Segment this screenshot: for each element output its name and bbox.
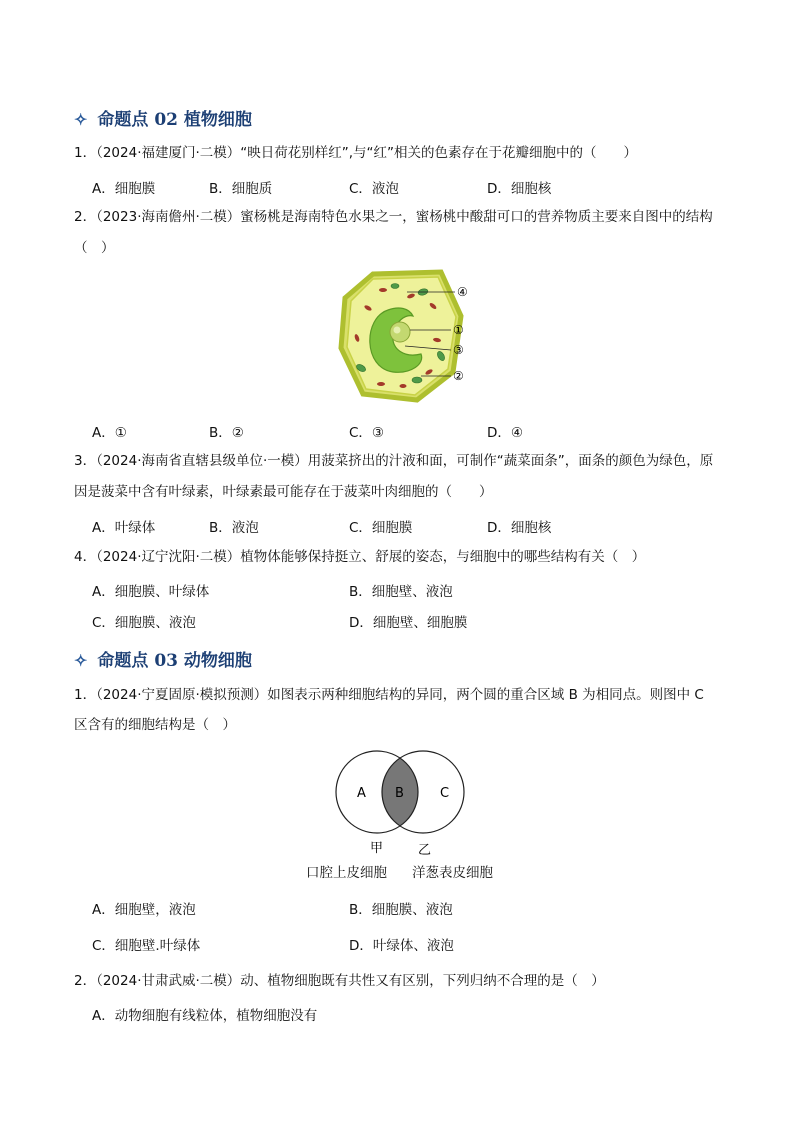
option-d[interactable]: D．细胞壁、细胞膜 [349, 615, 468, 631]
option-b[interactable]: B．细胞质 [209, 181, 273, 197]
option-b[interactable]: B．② [209, 425, 244, 441]
option-a[interactable]: A．叶绿体 [92, 520, 156, 536]
label-1: ① [453, 323, 464, 337]
question-text-line2: （ ） [74, 240, 115, 256]
option-d[interactable]: D．④ [487, 425, 523, 441]
label-2: ② [453, 369, 464, 383]
option-c[interactable]: C．细胞膜、液泡 [92, 615, 196, 631]
option-d[interactable]: D．细胞核 [487, 520, 552, 536]
option-c[interactable]: C．③ [349, 425, 385, 441]
nucleus [390, 322, 410, 342]
region-b-label: B [395, 786, 404, 801]
label-4: ④ [457, 285, 468, 299]
question-text-line1: 3．（2024·海南省直辖县级单位·一模）用菠菜挤出的汁液和面，可制作“蔬菜面条”，面条的颜色为绿色，原 [74, 453, 714, 469]
option-a[interactable]: A．细胞膜、叶绿体 [92, 584, 210, 600]
option-a[interactable]: A．细胞壁，液泡 [92, 902, 196, 918]
region-a-label: A [357, 786, 366, 801]
region-c-label: C [440, 786, 450, 801]
question-text-line2: 区含有的细胞结构是（ ） [74, 717, 236, 733]
question-text-line2: 因是菠菜中含有叶绿素，叶绿素最可能存在于菠菜叶肉细胞的（ ） [74, 484, 493, 500]
diamond-star-icon: ✧ [74, 651, 88, 670]
circle-name-jia: 甲 [370, 841, 384, 856]
question-text-line1: 2．（2023·海南儋州·二模）蜜杨桃是海南特色水果之一，蜜杨桃中酸甜可口的营养物质主要来自图中的结构 [74, 209, 713, 225]
option-b[interactable]: B．细胞膜、液泡 [349, 902, 453, 918]
section-title-02: ✧ 命题点 02 植物细胞 [74, 110, 252, 130]
option-b[interactable]: B．液泡 [209, 520, 259, 536]
option-d[interactable]: D．叶绿体、液泡 [349, 938, 454, 954]
question-text: 4．（2024·辽宁沈阳·二模）植物体能够保持挺立、舒展的姿态，与细胞中的哪些结构有关（ ） [74, 549, 646, 565]
option-c[interactable]: C．细胞膜 [349, 520, 413, 536]
option-a[interactable]: A．① [92, 425, 127, 441]
label-3: ③ [453, 343, 464, 357]
option-c[interactable]: C．细胞壁.叶绿体 [92, 938, 201, 954]
question-text-line1: 1．（2024·宁夏固原·模拟预测）如图表示两种细胞结构的异同，两个圆的重合区域 B 为相同点。则图中 C [74, 687, 704, 703]
option-d[interactable]: D．细胞核 [487, 181, 552, 197]
plant-cell-figure [333, 268, 483, 408]
diamond-star-icon: ✧ [74, 110, 88, 129]
option-a[interactable]: A．动物细胞有线粒体，植物细胞没有 [92, 1008, 318, 1024]
venn-diagram [330, 748, 470, 858]
option-a[interactable]: A．细胞膜 [92, 181, 156, 197]
section-title-03: ✧ 命题点 03 动物细胞 [74, 651, 252, 671]
venn-caption-right: 洋葱表皮细胞 [412, 865, 493, 881]
circle-name-yi: 乙 [418, 843, 432, 858]
option-b[interactable]: B．细胞壁、液泡 [349, 584, 453, 600]
option-c[interactable]: C．液泡 [349, 181, 399, 197]
question-text: 2．（2024·甘肃武威·二模）动、植物细胞既有共性又有区别，下列归纳不合理的是（ ） [74, 973, 605, 989]
venn-caption-left: 口腔上皮细胞 [306, 865, 387, 881]
question-text: 1．（2024·福建厦门·二模）“映日荷花别样红”,与“红”相关的色素存在于花瓣细胞中的（ ） [74, 145, 638, 161]
